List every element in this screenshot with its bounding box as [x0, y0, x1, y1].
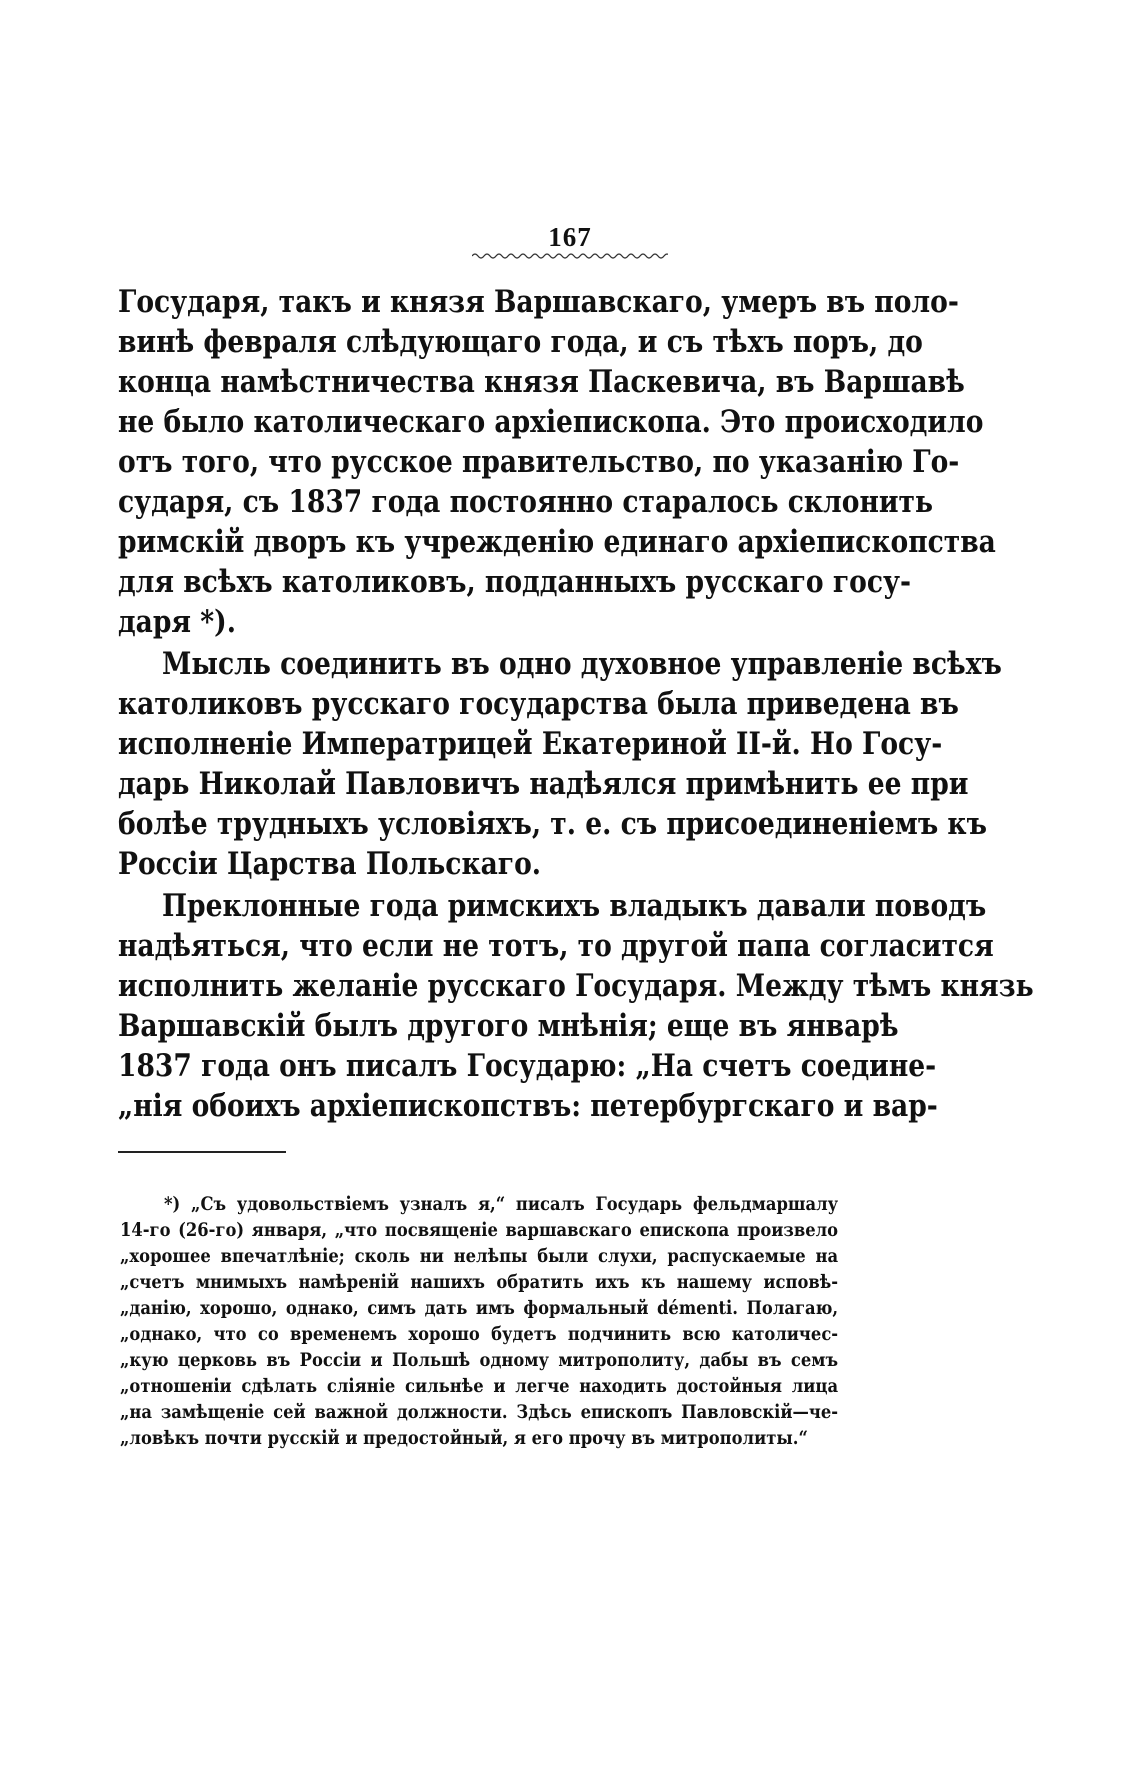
body-line: не было католическаго архіепископа. Это происходило	[118, 404, 984, 440]
body-line: для всѣхъ католиковъ, подданныхъ русскаго госу-	[118, 564, 911, 600]
footnote-separator	[118, 1151, 286, 1153]
footnote-line: „счетъ мнимыхъ намѣреній нашихъ обратить ихъ къ нашему исповѣ-	[120, 1272, 839, 1293]
body-line: Мысль соединить въ одно духовное управленіе всѣхъ	[162, 646, 1002, 682]
footnote-line: „на замѣщеніе сей важной должности. Здѣсь епископъ Павловскій—че-	[120, 1402, 839, 1423]
body-line: конца намѣстничества князя Паскевича, въ Варшавѣ	[118, 364, 965, 400]
footnote-line: „ловѣкъ почти русскій и предостойный, я его прочу въ митрополиты.“	[120, 1428, 808, 1449]
footnote-line: „хорошее впечатлѣніе; сколь ни нелѣпы были слухи, распускаемые на	[120, 1246, 839, 1267]
body-line: 1837 года онъ писалъ Государю: „На счетъ соедине-	[118, 1048, 937, 1084]
body-line: исполнить желаніе русскаго Государя. Между тѣмъ князь	[118, 968, 1034, 1004]
body-line: отъ того, что русское правительство, по указанію Го-	[118, 444, 960, 480]
wavy-underline-ornament	[472, 252, 668, 260]
body-line: Преклонные года римскихъ владыкъ давали поводъ	[162, 888, 987, 924]
body-line: даря *).	[118, 604, 236, 640]
footnote-line: „кую церковь въ Россіи и Польшѣ одному митрополиту, дабы въ семъ	[120, 1350, 839, 1371]
body-line: Варшавскій былъ другого мнѣнія; еще въ январѣ	[118, 1008, 899, 1044]
body-line: католиковъ русскаго государства была приведена въ	[118, 686, 959, 722]
footnote-line: „отношеніи сдѣлать сліяніе сильнѣе и легче находить достойныя лица	[120, 1376, 839, 1397]
body-line: Государя, такъ и князя Варшавскаго, умеръ въ поло-	[118, 284, 959, 320]
body-line: винѣ февраля слѣдующаго года, и съ тѣхъ поръ, до	[118, 324, 923, 360]
body-line: дарь Николай Павловичъ надѣялся примѣнить ее при	[118, 766, 969, 802]
footnote-line: 14-го (26-го) января, „что посвященіе варшавскаго епископа произвело	[120, 1220, 839, 1241]
body-line: „нія обоихъ архіепископствъ: петербургскаго и вар-	[118, 1088, 938, 1124]
body-line: надѣяться, что если не тотъ, то другой папа согласится	[118, 928, 994, 964]
page-number: 167	[548, 222, 592, 252]
body-line: сударя, съ 1837 года постоянно старалось склонить	[118, 484, 934, 520]
footnote-line: „данію, хорошо, однако, симъ дать имъ формальный démenti. Полагаю,	[120, 1298, 839, 1319]
body-line: исполненіе Императрицей Екатериной II-й. Но Госу-	[118, 726, 943, 762]
body-line: римскій дворъ къ учрежденію единаго архіепископства	[118, 524, 996, 560]
body-line: болѣе трудныхъ условіяхъ, т. е. съ присоединеніемъ къ	[118, 806, 987, 842]
footnote-line: „однако, что со временемъ хорошо будетъ подчинить всю католичес-	[120, 1324, 839, 1345]
footnote-line: *) „Съ удовольствіемъ узналъ я,“ писалъ Государь фельдмаршалу	[164, 1194, 839, 1215]
body-line: Россіи Царства Польскаго.	[118, 846, 542, 882]
